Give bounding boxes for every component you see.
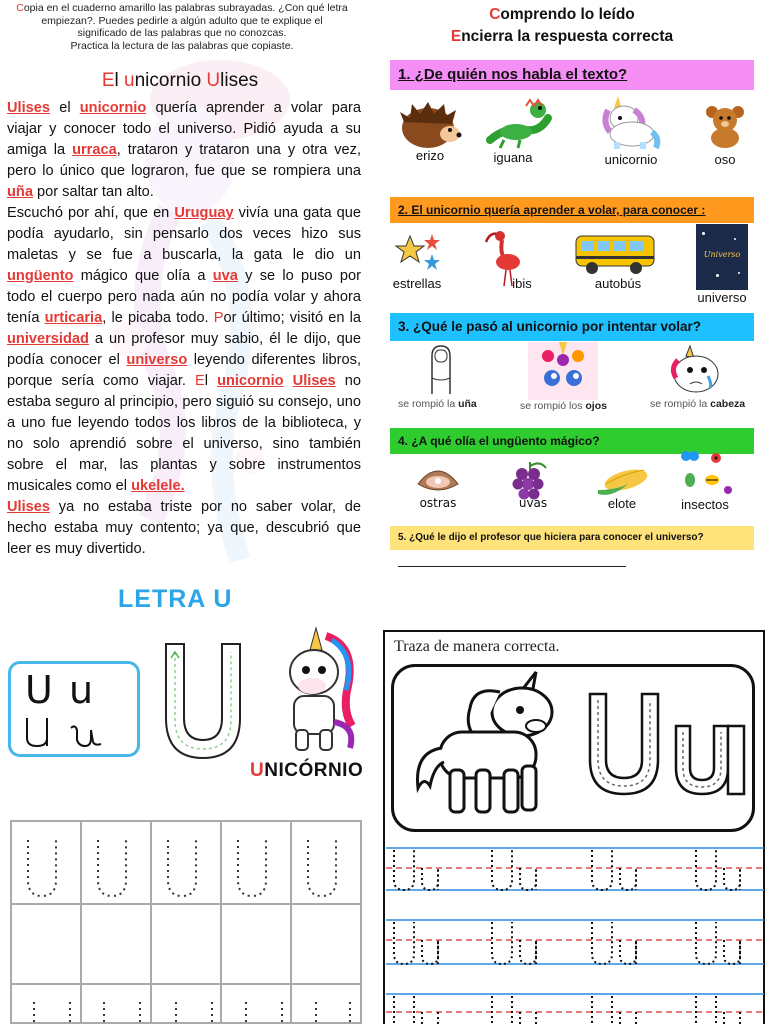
title-part: E — [101, 70, 115, 91]
title-part: u — [124, 70, 135, 91]
option-estrellas[interactable] — [388, 276, 446, 291]
story-text-run: mágico que olía a — [73, 268, 213, 284]
big-uu-tracing-icon — [584, 690, 748, 798]
option-oso[interactable] — [704, 152, 746, 167]
title-rest: omprendo lo leído — [500, 6, 635, 23]
underlined-word: ungüento — [7, 268, 74, 284]
question-5-text: 5. ¿Qué le dijo el profesor que hiciera para conocer el universo? — [398, 532, 704, 543]
unicornio-first-letter: U — [250, 760, 265, 781]
story-text-run: a un profesor muy sabio, él le dijo, que podía conocer el — [7, 331, 361, 368]
option-label: insectos — [681, 497, 729, 512]
story-text-run: vivía una gata que podía ayudarlo, sin pensarlo dos veces hizo sus maletas y se fue a buscarla, la gata le dio un — [7, 205, 362, 263]
underlined-word: Ulises — [292, 373, 336, 389]
option-iguana[interactable] — [484, 150, 542, 165]
option-ostras[interactable] — [414, 496, 462, 510]
option-elote[interactable] — [600, 496, 644, 511]
universe-book-icon[interactable] — [696, 224, 748, 290]
underlined-word: uña — [7, 184, 33, 200]
title-part: U — [206, 70, 221, 91]
underlined-word: Ulises — [7, 100, 50, 116]
option-una[interactable] — [398, 398, 477, 410]
story-text-run: Escuchó por ahí, que en — [7, 205, 175, 221]
option-label: oso — [714, 152, 736, 167]
title-part: nicornio — [134, 70, 207, 91]
story-paragraph-3 — [7, 497, 361, 560]
letra-title: LETRA U — [118, 585, 233, 613]
instr-line1: opia en el cuaderno amarillo las palabras subrayadas. ¿Con qué letra — [23, 2, 348, 14]
question-1-text: 1. ¿De quién nos habla el texto? — [398, 66, 628, 83]
story-text-run: el — [50, 100, 80, 116]
question-2-text: 2. El unicornio quería aprender a volar, para conocer : — [398, 203, 706, 217]
comprehension-title — [390, 4, 734, 48]
title-first-letter: E — [450, 28, 462, 45]
option-insectos[interactable] — [674, 497, 736, 512]
underlined-word: Ulises — [7, 499, 50, 515]
option-uvas[interactable] — [512, 496, 554, 510]
underlined-word: Uruguay — [174, 205, 234, 221]
red-letter: E — [195, 373, 205, 389]
question-3 — [390, 313, 754, 341]
insects-icon[interactable] — [676, 446, 734, 498]
option-label: ostras — [419, 496, 457, 510]
unicorn-outline-icon — [404, 666, 574, 826]
story-text-run: no estaba seguro al principio, pero siguió su consejo, uno a uno fue leyendo todos los libros de la biblioteca, y no solo aprendió sobre el universo, sino también sobre el mar, las plantas y sobre instrumentos musicales como el — [7, 373, 361, 494]
story-text-run: l — [204, 373, 218, 389]
option-label: elote — [607, 496, 637, 511]
underlined-word: ukelele. — [131, 478, 185, 494]
option-ibis[interactable] — [504, 276, 540, 291]
story-title — [0, 70, 360, 92]
unicornio-label — [250, 760, 363, 782]
story-text-run: quería aprender a volar para viajar y conocer todo el universo. Pidió ayuda a su amiga la — [7, 100, 362, 158]
card-lower-u: u — [69, 668, 94, 712]
option-bold: uña — [458, 398, 477, 410]
underlined-word: uva — [212, 268, 238, 284]
story-text-run — [284, 373, 293, 389]
instructions — [4, 2, 360, 52]
title-part: lises — [220, 70, 259, 91]
book-title: Universo — [703, 250, 741, 259]
iguana-icon[interactable] — [486, 96, 552, 150]
option-erizo[interactable] — [404, 148, 456, 163]
option-bold: cabeza — [710, 398, 746, 410]
school-bus-icon[interactable] — [574, 230, 658, 276]
instr-first-letter: C — [16, 2, 24, 14]
underlined-word: universo — [126, 352, 188, 368]
red-letter: P — [213, 310, 224, 326]
answer-line[interactable] — [398, 566, 626, 567]
title-first-letter: C — [489, 6, 501, 23]
option-label: universo — [697, 290, 747, 305]
letter-card — [8, 661, 140, 757]
story-text-run: leyendo diferentes libros, porque sería como viajar. — [7, 352, 361, 389]
question-1 — [390, 60, 754, 90]
story-paragraph-2 — [7, 203, 361, 497]
cursive-u-icon — [21, 710, 131, 750]
hedgehog-icon[interactable] — [400, 100, 462, 150]
corn-icon[interactable] — [596, 464, 650, 498]
story-text-run: or último; visitó en la — [223, 310, 361, 326]
underlined-word: unicornio — [217, 373, 284, 389]
option-ojos[interactable] — [520, 400, 607, 412]
tracing-grid[interactable] — [10, 820, 362, 1024]
unicorn-icon[interactable] — [598, 92, 662, 150]
question-3-text: 3. ¿Qué le pasó al unicornio por intentar volar? — [398, 319, 702, 334]
story-text — [7, 98, 361, 560]
title-part: l — [114, 70, 125, 91]
option-label: iguana — [493, 150, 533, 165]
underlined-word: urraca — [72, 142, 117, 158]
story-text-run: ya no estaba triste por no saber volar, de hecho estaba muy contento; ya que, descubrió que leer es muy divertido. — [7, 499, 361, 557]
unicornio-rest: NICÓRNIO — [264, 760, 364, 781]
oyster-icon[interactable] — [416, 462, 460, 496]
story-text-run: , trataron y trataron una y otra vez, pero lo único que lograron, fue que se rompiera una — [7, 142, 361, 179]
option-prefix: se rompió la — [650, 398, 711, 410]
question-5 — [390, 526, 754, 550]
tracing-lines[interactable] — [386, 840, 764, 1024]
instr-line2: empiezan?. Puedes pedirle a algún adulto que te explique el — [41, 14, 323, 27]
underlined-word: urticaria — [44, 310, 103, 326]
card-upper-u: U — [25, 668, 53, 712]
title-rest: ncierra la respuesta correcta — [461, 28, 674, 45]
option-universo[interactable] — [690, 290, 754, 305]
option-autobus[interactable] — [586, 276, 650, 291]
story-text-run: y se lo puso por todo el cuerpo pero nada aún no podía volar y ahora tenía — [7, 268, 361, 326]
stars-icon[interactable] — [394, 232, 444, 272]
crying-unicorn-icon[interactable] — [668, 344, 726, 398]
option-unicornio[interactable] — [594, 152, 668, 167]
option-cabeza[interactable] — [650, 398, 745, 410]
option-label: uvas — [518, 496, 548, 510]
option-label: ibis — [512, 276, 532, 291]
trace-caption: Traza de manera correcta. — [394, 638, 560, 655]
instr-line3: significado de las palabras que no conozcas. — [77, 27, 287, 39]
story-paragraph-1 — [7, 98, 361, 203]
instr-line4: Practica la lectura de las palabras que copiaste. — [70, 39, 294, 52]
option-label: unicornio — [604, 152, 658, 167]
story-text-run: , le picaba todo. — [102, 310, 214, 326]
big-u-tracing-icon — [160, 640, 246, 762]
option-bold: ojos — [585, 400, 607, 412]
unicorn-eyes-icon[interactable] — [528, 342, 598, 400]
option-prefix: se rompió la — [398, 398, 459, 410]
option-prefix: se rompió los — [520, 400, 586, 412]
question-4-text: 4. ¿A qué olía el ungüento mágico? — [398, 434, 600, 448]
finger-nail-icon[interactable] — [424, 344, 458, 396]
unicorn-figure-icon — [276, 626, 358, 754]
option-label: erizo — [415, 148, 445, 163]
underlined-word: universidad — [7, 331, 89, 347]
question-2 — [390, 197, 754, 223]
bear-icon[interactable] — [704, 104, 746, 148]
option-label: estrellas — [392, 276, 442, 291]
underlined-word: unicornio — [79, 100, 147, 116]
option-label: autobús — [594, 276, 642, 291]
story-text-run: por saltar tan alto. — [32, 184, 154, 200]
